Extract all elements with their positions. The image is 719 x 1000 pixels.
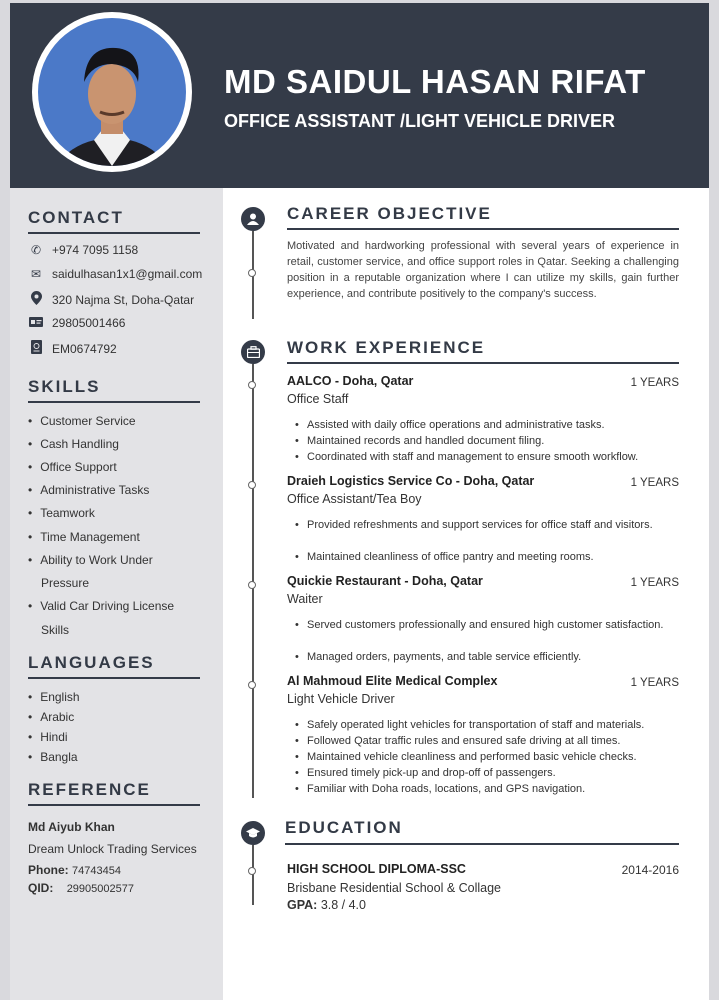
reference-phone-value: 74743454: [72, 865, 121, 877]
education-gpa-label: GPA:: [287, 898, 318, 912]
reference-phone-label: Phone:: [28, 863, 69, 877]
experience-heading: WORK EXPERIENCE: [287, 338, 486, 357]
reference-heading: REFERENCE: [28, 780, 151, 799]
job-company: Quickie Restaurant - Doha, Qatar: [287, 574, 483, 588]
education-degree: HIGH SCHOOL DIPLOMA-SSC: [287, 862, 466, 876]
languages-heading: LANGUAGES: [28, 653, 155, 672]
resume-page: [10, 3, 709, 1000]
job-years: 1 YEARS: [630, 577, 679, 589]
job-years: 1 YEARS: [630, 377, 679, 389]
email-icon: ✉: [30, 267, 42, 281]
timeline-dot: [248, 581, 256, 589]
reference-qid-label: QID:: [28, 881, 54, 895]
job-role: Office Staff: [287, 392, 349, 406]
reference-company: Dream Unlock Trading Services: [28, 842, 197, 856]
education-years: 2014-2016: [621, 863, 679, 877]
reference-qid: [28, 881, 134, 895]
reference-divider: [28, 804, 200, 806]
user-icon: [241, 207, 265, 231]
skill-item: • Office Support: [28, 460, 117, 474]
job-bullet: • Ensured timely pick-up and drop-off of passengers.: [307, 765, 679, 781]
skill-item: • Teamwork: [28, 506, 95, 520]
job-bullet: • Provided refreshments and support services for office staff and visitors.: [307, 517, 679, 533]
phone-text: +974 7095 1158: [52, 243, 139, 257]
skill-item: • Cash Handling: [28, 437, 119, 451]
profile-photo-image: [38, 18, 186, 166]
full-name: MD SAIDUL HASAN RIFAT: [224, 63, 646, 100]
education-school: Brisbane Residential School & Collage: [287, 881, 502, 895]
job-bullet: • Coordinated with staff and management to ensure smooth workflow.: [307, 449, 679, 465]
reference-qid-value: 29905002577: [66, 883, 134, 895]
objective-divider: [287, 228, 679, 230]
language-item: • Bangla: [28, 750, 78, 764]
id-card-icon: [28, 316, 44, 330]
skill-item: • Customer Service: [28, 414, 136, 428]
location-icon: [28, 291, 44, 308]
job-company: AALCO - Doha, Qatar: [287, 374, 414, 388]
language-item: • Hindi: [28, 730, 68, 744]
timeline-dot: [248, 867, 256, 875]
experience-divider: [287, 362, 679, 364]
job-bullet: • Maintained records and handled document filing.: [307, 433, 679, 449]
reference-name: Md Aiyub Khan: [28, 820, 115, 834]
contact-id: [28, 316, 125, 330]
education-gpa-value: 3.8 / 4.0: [320, 898, 366, 912]
timeline-dot: [248, 269, 256, 277]
skill-item: • Time Management: [28, 530, 140, 544]
briefcase-icon: [241, 340, 265, 364]
sidebar: [10, 188, 223, 1000]
contact-heading: CONTACT: [28, 208, 124, 227]
objective-text: Motivated and hardworking professional with several years of experience in retail, customer service, and office support roles in Qatar. Seeking a challenging position in a reputable organization where I can utilize my skills, gain further experience, and contribute positively to the company's success.: [287, 240, 679, 300]
timeline-dot: [248, 481, 256, 489]
education-divider: [285, 843, 679, 845]
skill-item: • Ability to Work Under: [28, 553, 153, 567]
job-company: Al Mahmoud Elite Medical Complex: [287, 674, 498, 688]
job-years: 1 YEARS: [630, 677, 679, 689]
phone-icon: ✆: [30, 243, 42, 257]
contact-divider: [28, 232, 200, 234]
id-number-text: 29805001466: [52, 316, 126, 330]
skills-divider: [28, 401, 200, 403]
header-banner: [10, 3, 709, 188]
timeline-dot: [248, 681, 256, 689]
address-text: 320 Najma St, Doha-Qatar: [52, 292, 195, 307]
job-role: Waiter: [287, 592, 323, 606]
job-bullet: • Maintained cleanliness of office pantry and meeting rooms.: [307, 549, 679, 565]
job-bullet: • Managed orders, payments, and table service efficiently.: [307, 649, 679, 665]
timeline-line: [252, 845, 254, 905]
education-gpa: [287, 898, 366, 912]
education-heading: EDUCATION: [285, 818, 403, 837]
graduation-cap-icon: [241, 821, 265, 845]
job-title: OFFICE ASSISTANT /LIGHT VEHICLE DRIVER: [224, 111, 616, 131]
language-item: • Arabic: [28, 710, 74, 724]
skills-heading: SKILLS: [28, 377, 101, 396]
job-years: 1 YEARS: [630, 477, 679, 489]
passport-text: EM0674792: [52, 341, 117, 356]
reference-phone: [28, 863, 121, 877]
job-bullet: • Served customers professionally and ensured high customer satisfaction.: [307, 617, 679, 633]
contact-email: [28, 267, 202, 281]
job-bullet: • Familiar with Doha roads, locations, and GPS navigation.: [307, 781, 679, 797]
job-bullet: • Assisted with daily office operations and administrative tasks.: [307, 417, 679, 433]
profile-photo: [32, 12, 192, 172]
objective-heading: CAREER OBJECTIVE: [287, 204, 492, 223]
job-bullet: • Maintained vehicle cleanliness and performed basic vehicle checks.: [307, 749, 679, 765]
job-role: Office Assistant/Tea Boy: [287, 492, 422, 506]
contact-passport: [28, 340, 117, 357]
contact-phone: [28, 243, 138, 257]
skill-item-continued: Skills: [41, 623, 70, 637]
passport-icon: [28, 340, 44, 357]
job-bullet: • Followed Qatar traffic rules and ensured safe driving at all times.: [307, 733, 679, 749]
job-company: Draieh Logistics Service Co - Doha, Qatar: [287, 474, 535, 488]
job-role: Light Vehicle Driver: [287, 692, 395, 706]
email-text: saidulhasan1x1@gmail.com: [52, 267, 203, 281]
skill-item-continued: Pressure: [41, 576, 90, 590]
job-bullet: • Safely operated light vehicles for transportation of staff and materials.: [307, 717, 679, 733]
timeline-dot: [248, 381, 256, 389]
skill-item: • Valid Car Driving License: [28, 599, 174, 613]
contact-address: [28, 291, 194, 308]
languages-divider: [28, 677, 200, 679]
language-item: • English: [28, 690, 80, 704]
skill-item: • Administrative Tasks: [28, 483, 149, 497]
